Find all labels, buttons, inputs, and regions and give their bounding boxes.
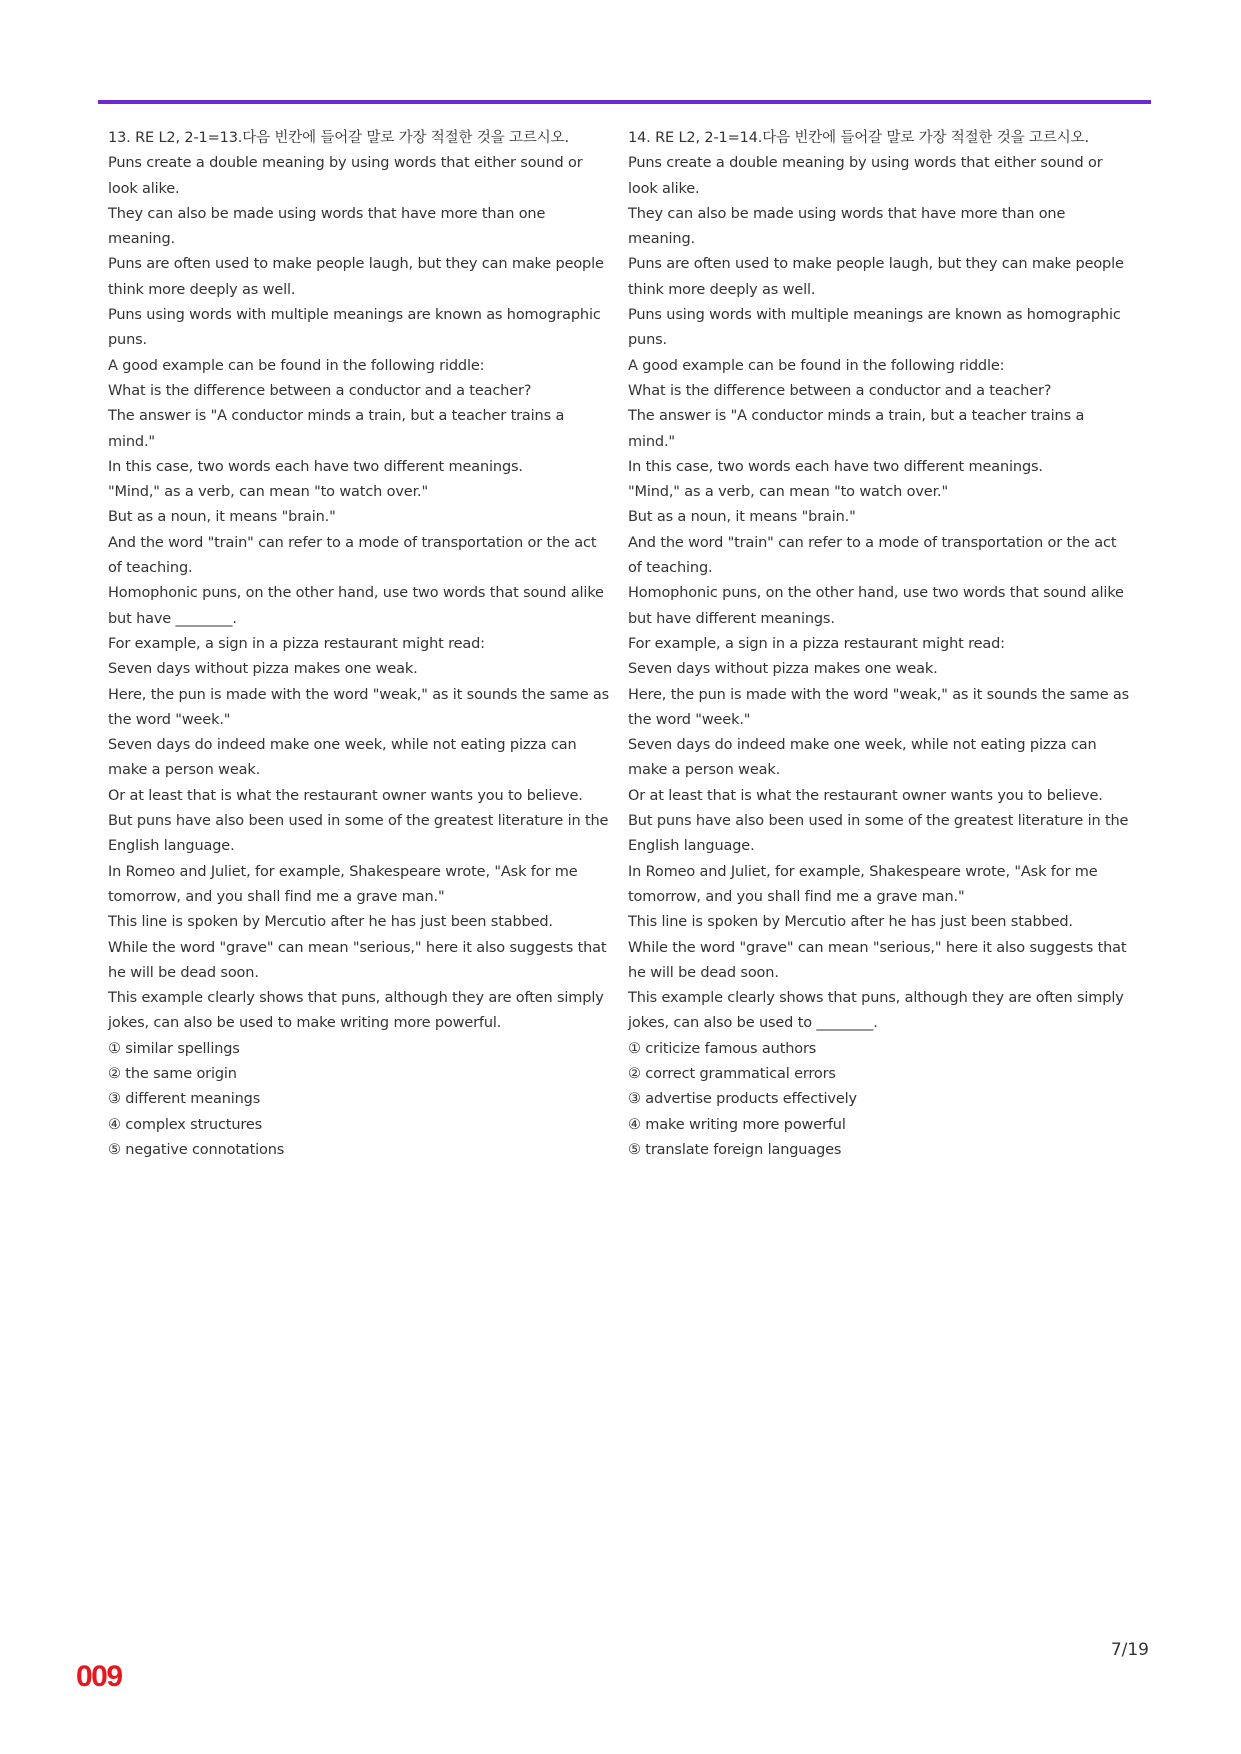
answer-choice[interactable]: ② the same origin (108, 1065, 237, 1082)
passage-line: They can also be made using words that have more than one meaning. (628, 205, 1066, 248)
passage-line: This example clearly shows that puns, although they are often simply jokes, can also be used to make writing more powerful. (108, 990, 604, 1032)
passage-line: What is the difference between a conductor and a teacher? (628, 382, 1052, 399)
passage-line: Puns create a double meaning by using words that either sound or look alike. (108, 155, 583, 197)
passage-line: Puns using words with multiple meanings are known as homographic puns. (108, 307, 601, 349)
question-14 (628, 126, 1133, 1163)
passage-line: What is the difference between a conductor and a teacher? (108, 382, 532, 399)
answer-choices (628, 1037, 1133, 1163)
answer-choice[interactable]: ③ advertise products effectively (628, 1091, 857, 1108)
answer-choice[interactable]: ⑤ translate foreign languages (628, 1141, 842, 1158)
passage-line: Puns using words with multiple meanings are known as homographic puns. (628, 307, 1121, 349)
passage-line-with-blank: This example clearly shows that puns, although they are often simply jokes, can also be used to ________. (628, 990, 1124, 1032)
question-13 (108, 126, 613, 1163)
passage-line: Puns are often used to make people laugh, but they can make people think more deeply as well. (108, 256, 604, 298)
answer-choice[interactable]: ① similar spellings (108, 1040, 240, 1057)
passage-line: A good example can be found in the following riddle: (628, 357, 1005, 374)
question-header: 14. RE L2, 2-1=14.다음 빈칸에 들어갈 말로 가장 적절한 것을 고르시오. (628, 130, 1089, 146)
passage-line-with-blank: Homophonic puns, on the other hand, use two words that sound alike but have ________. (108, 585, 604, 627)
passage-line: Puns create a double meaning by using words that either sound or look alike. (628, 155, 1103, 197)
answer-choices (108, 1037, 613, 1163)
passage-line: But puns have also been used in some of the greatest literature in the English language. (108, 813, 609, 855)
passage-line: Or at least that is what the restaurant owner wants you to believe. (628, 787, 1103, 804)
answer-choice[interactable]: ③ different meanings (108, 1091, 261, 1108)
passage-line: This line is spoken by Mercutio after he has just been stabbed. (108, 914, 553, 931)
passage-line: In this case, two words each have two different meanings. (628, 458, 1043, 475)
header-divider (98, 100, 1151, 104)
passage-line: They can also be made using words that have more than one meaning. (108, 205, 546, 248)
passage-line: The answer is "A conductor minds a train, but a teacher trains a mind." (108, 408, 565, 450)
answer-choice[interactable]: ① criticize famous authors (628, 1040, 817, 1057)
passage-line: In this case, two words each have two different meanings. (108, 458, 523, 475)
answer-choice[interactable]: ④ complex structures (108, 1116, 263, 1133)
passage-line: A good example can be found in the following riddle: (108, 357, 485, 374)
passage-line: This line is spoken by Mercutio after he has just been stabbed. (628, 914, 1073, 931)
corner-mark: 009 (76, 1660, 122, 1693)
passage-line: The answer is "A conductor minds a train, but a teacher trains a mind." (628, 408, 1085, 450)
answer-choice[interactable]: ④ make writing more powerful (628, 1116, 846, 1133)
page-number: 7/19 (1110, 1640, 1149, 1660)
answer-choice[interactable]: ② correct grammatical errors (628, 1065, 836, 1082)
passage-line: Here, the pun is made with the word "weak," as it sounds the same as the word "week." (108, 686, 610, 728)
passage-line: Homophonic puns, on the other hand, use two words that sound alike but have different meanings. (628, 585, 1124, 627)
answer-choice[interactable]: ⑤ negative connotations (108, 1141, 285, 1158)
passage-line: For example, a sign in a pizza restaurant might read: (628, 635, 1005, 652)
passage-line: Seven days do indeed make one week, while not eating pizza can make a person weak. (628, 737, 1097, 779)
passage-line: Seven days without pizza makes one weak. (108, 661, 418, 678)
passage-line: For example, a sign in a pizza restaurant might read: (108, 635, 485, 652)
passage-line: Or at least that is what the restaurant owner wants you to believe. (108, 787, 583, 804)
passage-line: But as a noun, it means "brain." (108, 509, 336, 526)
passage-line: But puns have also been used in some of the greatest literature in the English language. (628, 813, 1129, 855)
passage-line: While the word "grave" can mean "serious," here it also suggests that he will be dead soon. (628, 939, 1127, 981)
passage-line: While the word "grave" can mean "serious," here it also suggests that he will be dead soon. (108, 939, 607, 981)
passage-line: And the word "train" can refer to a mode of transportation or the act of teaching. (628, 534, 1117, 577)
passage-line: Here, the pun is made with the word "weak," as it sounds the same as the word "week." (628, 686, 1130, 728)
passage-line: In Romeo and Juliet, for example, Shakespeare wrote, "Ask for me tomorrow, and you shall find me a grave man." (108, 863, 578, 905)
passage-line: Seven days without pizza makes one weak. (628, 661, 938, 678)
passage-line: Puns are often used to make people laugh, but they can make people think more deeply as well. (628, 256, 1124, 298)
passage-line: Seven days do indeed make one week, while not eating pizza can make a person weak. (108, 737, 577, 779)
passage-line: But as a noun, it means "brain." (628, 509, 856, 526)
passage-line: "Mind," as a verb, can mean "to watch over." (628, 484, 949, 501)
passage-line: "Mind," as a verb, can mean "to watch over." (108, 484, 429, 501)
passage-line: And the word "train" can refer to a mode of transportation or the act of teaching. (108, 534, 597, 577)
question-header: 13. RE L2, 2-1=13.다음 빈칸에 들어갈 말로 가장 적절한 것을 고르시오. (108, 130, 569, 146)
passage-line: In Romeo and Juliet, for example, Shakespeare wrote, "Ask for me tomorrow, and you shall find me a grave man." (628, 863, 1098, 905)
